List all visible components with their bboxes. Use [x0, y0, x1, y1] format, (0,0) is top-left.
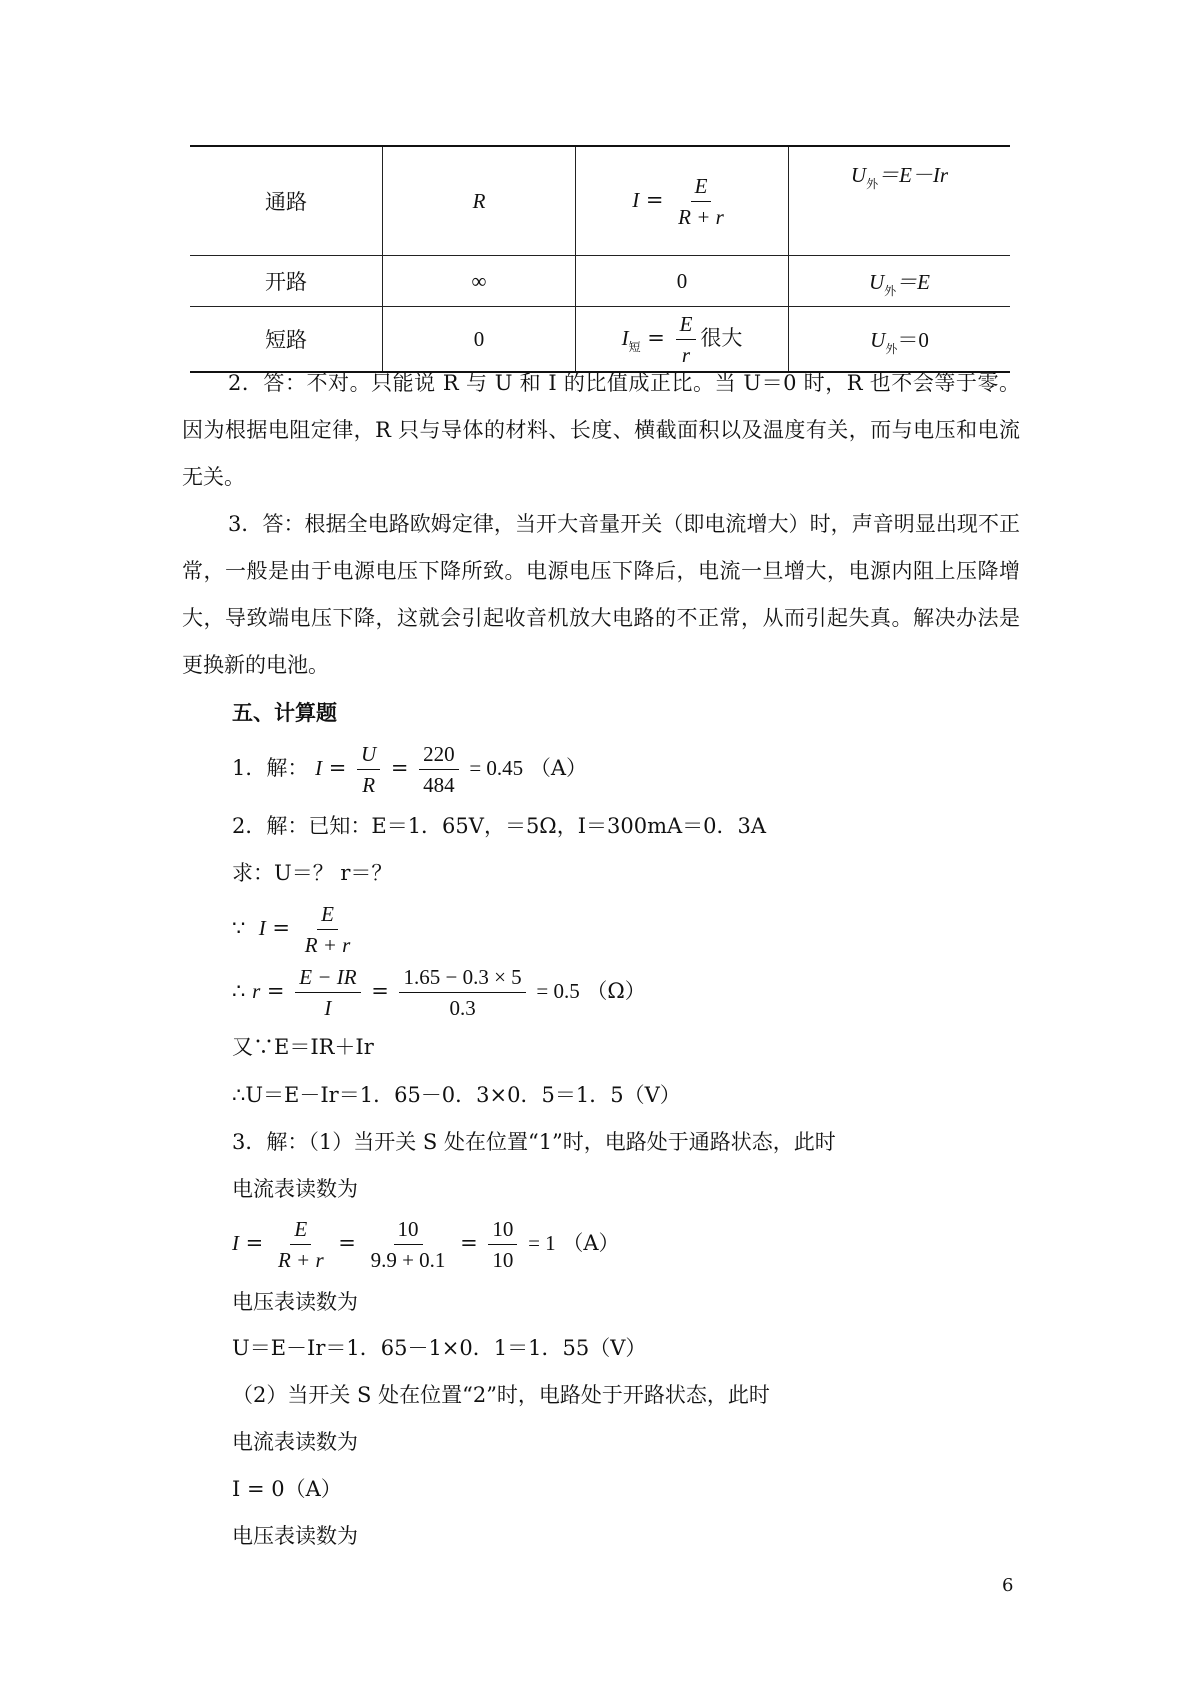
voltmeter-label: 电压表读数为 — [232, 1290, 358, 1314]
because-formula: ∵ I = $\frac{E}{R + r}$ — [232, 895, 358, 961]
calc-1-line: 1．解： I = $\frac{U}{R}$ = $\frac{220}{484}$ = 0.45 （A） — [232, 735, 587, 801]
state-cell: 开路 — [190, 256, 383, 307]
r-formula: ∴ r = $\frac{E - IR}{I}$ = $\frac{1.65 - 0.3 \times 5}{0.3}$ = 0.5 （Ω） — [232, 958, 646, 1024]
answer-3-paragraph: 3．答：根据全电路欧姆定律，当开大音量开关（即电流增大）时，声音明显出现不正常，一般是由于电源电压下降所致。电源电压下降后，电流一旦增大，电源内阻上压降增大，导致端电压下降，这就会引起收音机放大电路的不正常，从而引起失真。解决办法是更换新的电池。 — [182, 512, 1020, 677]
i-zero-line: I = 0（A） — [232, 1477, 342, 1501]
table-row — [190, 146, 1010, 256]
table-row — [190, 256, 1010, 307]
current-cell: I = $\frac{E}{R + r}$ — [576, 146, 789, 256]
calc-3-part-2: （2）当开关 S 处在位置“2”时，电路处于开路状态，此时 — [232, 1383, 770, 1407]
current-cell: $I_短$ = $\frac{E}{r}$ 很大 — [576, 307, 789, 373]
u-formula-2: U＝E－Ir＝1．65－1×0．1＝1．55（V） — [232, 1336, 647, 1360]
state-cell: 短路 — [190, 307, 383, 373]
resistance-cell: 0 — [383, 307, 576, 373]
circuit-state-table — [190, 145, 1010, 373]
calc-2-known: 2．解：已知：E＝1．65V，＝5Ω，I＝300mA＝0．3A — [232, 814, 767, 838]
also-line: 又∵E＝IR＋Ir — [232, 1035, 374, 1059]
state-cell: 通路 — [190, 146, 383, 256]
voltmeter-label-2: 电压表读数为 — [232, 1524, 358, 1548]
calc-2-ask: 求：U＝？ r＝？ — [232, 861, 393, 885]
resistance-cell: ∞ — [383, 256, 576, 307]
voltage-cell: $U_外=E-Ir$ — [789, 146, 1011, 256]
ammeter-label: 电流表读数为 — [232, 1177, 358, 1201]
answer-2-paragraph: 2．答：不对。只能说 R 与 U 和 I 的比值成正比。当 U＝0 时，R 也不会等于零。因为根据电阻定律，R 只与导体的材料、长度、横截面积以及温度有关，而与电压和电流无关。 — [182, 371, 1020, 489]
calc-3-intro: 3．解：（1）当开关 S 处在位置“1”时，电路处于通路状态，此时 — [232, 1130, 836, 1154]
voltage-cell: $U_外=E$ — [789, 256, 1011, 307]
section-heading: 五、计算题 — [232, 700, 337, 725]
voltage-cell: $U_外=0$ — [789, 307, 1011, 373]
u-result-line: ∴U＝E－Ir＝1．65－0．3×0．5＝1．5（V） — [232, 1083, 681, 1107]
ammeter-label-2: 电流表读数为 — [232, 1430, 358, 1454]
page-number: 6 — [1002, 1575, 1014, 1596]
i-formula: I = $\frac{E}{R + r}$ = $\frac{10}{9.9 + 0.1}$ = $\frac{10}{10}$ = 1 （A） — [232, 1210, 620, 1276]
resistance-cell: R — [383, 146, 576, 256]
current-cell: 0 — [576, 256, 789, 307]
